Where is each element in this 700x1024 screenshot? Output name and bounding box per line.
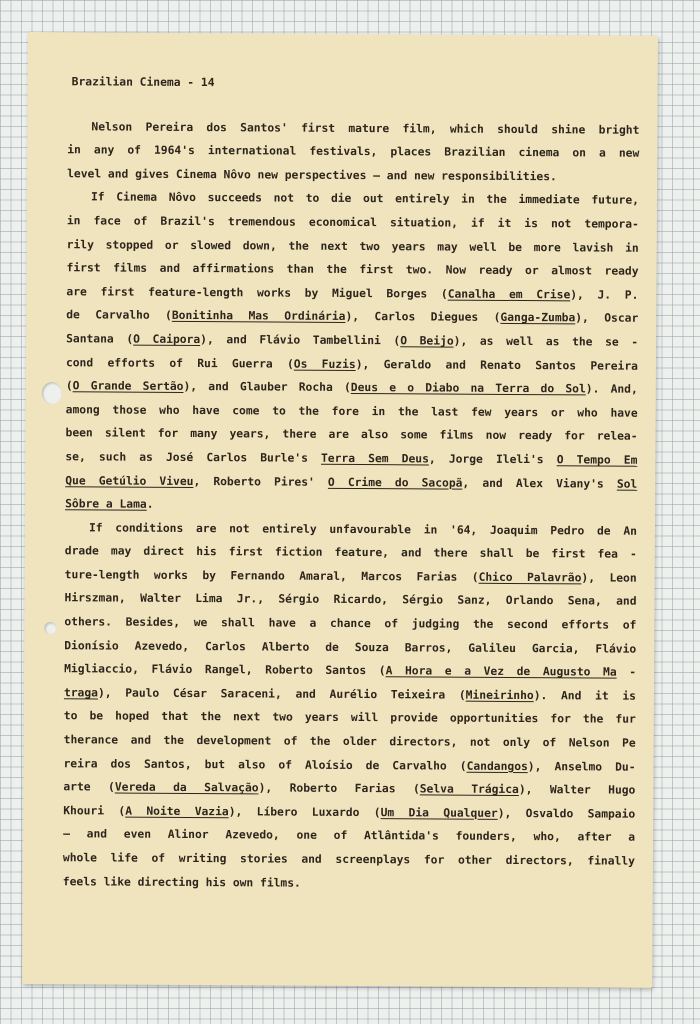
text-line [66, 327, 638, 354]
text-line [63, 870, 635, 897]
text-segment: ), as well as the se - [453, 334, 639, 349]
text-line [65, 445, 637, 472]
paragraph [65, 186, 639, 520]
text-line [66, 280, 638, 307]
text-line [64, 728, 636, 755]
page-text [63, 70, 640, 897]
text-segment: to be hoped that the next two years will provide opportunities for the fur [63, 709, 636, 727]
page-header: Brazilian Cinema - 14 [71, 75, 215, 90]
text-line [64, 634, 636, 661]
film-title: Sôbre a Lama [65, 497, 147, 511]
film-title: O Caipora [133, 332, 201, 346]
text-segment: ), Walter Hugo [518, 783, 636, 797]
text-line [66, 256, 638, 283]
film-title: traga [63, 686, 99, 700]
film-title: Selva Trágica [419, 782, 519, 797]
film-title: O Grande Sertão [72, 379, 184, 394]
text-segment: first films and affirmations than the first two. Now ready or almost ready [66, 261, 639, 278]
text-segment: ), J. P. [570, 288, 639, 302]
film-title: Chico Palavrão [478, 570, 582, 585]
text-segment: whole life of writing stories and screenplays for other directors, finally [62, 851, 635, 868]
text-line [66, 351, 638, 378]
text-segment: ), Carlos Diegues ( [345, 310, 501, 325]
text-segment: ), Roberto Farias ( [258, 781, 420, 796]
text-segment: in any of 1964's international festivals, places Brazilian cinema on a new [67, 143, 640, 160]
text-segment: ). And it is [533, 688, 636, 703]
text-line [66, 398, 638, 425]
text-segment: , Roberto Pires' [193, 474, 329, 489]
text-line [66, 374, 638, 401]
text-segment: been silent for many years, there are also some films now ready for relea- [65, 426, 638, 444]
film-title: Sol [616, 477, 638, 491]
text-segment: ), Líbero Luxardo ( [228, 805, 381, 819]
text-segment: ), and Flávio Tambellini ( [200, 332, 401, 348]
text-line [65, 469, 637, 496]
text-line [63, 846, 635, 873]
text-segment: ture-length works by Fernando Amaral, Marcos Farias ( [64, 568, 479, 584]
text-line [63, 823, 635, 850]
text-segment: Dionísio Azevedo, Carlos Alberto de Souza Barros, Galileu Garcia, Flávio [64, 638, 637, 656]
text-line [65, 422, 637, 449]
film-title: Que Getúlio Viveu [65, 473, 194, 488]
text-segment: If Cinema Nôvo succeeds not to die out entirely in the immediate future, [90, 190, 640, 208]
text-line [65, 563, 637, 590]
text-segment: ), Anselmo Du- [527, 759, 636, 774]
text-segment: others. Besides, we shall have a chance of judging the second efforts of [64, 615, 637, 632]
text-segment: ), and Glauber Rocha ( [183, 380, 351, 395]
film-title: Os Fuzis [293, 357, 356, 371]
film-title: Ganga-Zumba [500, 311, 576, 325]
film-title: O Tempo Em [556, 453, 638, 467]
text-segment: If conditions are not entirely unfavourable in '64, Joaquim Pedro de An [88, 521, 638, 538]
text-segment: — and even Alinor Azevedo, one of Atlântida's founders, who, after a [63, 827, 636, 845]
text-segment: - [616, 665, 637, 679]
text-segment: Migliaccio, Flávio Rangel, Roberto Santos ( [64, 662, 386, 678]
text-line [67, 209, 639, 236]
text-segment: ), Geraldo and Renato Santos Pereira [355, 357, 638, 373]
text-line [63, 775, 635, 802]
punch-hole [44, 622, 56, 634]
film-title: Candangos [466, 759, 528, 773]
text-segment: feels like directing his own films. [62, 874, 301, 890]
text-line [65, 492, 637, 519]
text-line [63, 752, 635, 779]
text-segment: among those who have come to the fore in the last few years or who have [65, 402, 638, 420]
film-title: A Noite Vazia [125, 804, 229, 819]
film-title: Terra Sem Deus [320, 451, 429, 466]
text-segment: drade may direct his first fiction feature, and there shall be first fea - [64, 544, 637, 562]
text-segment: . [146, 497, 154, 511]
text-line [67, 138, 639, 165]
film-title: Vereda da Salvação [114, 780, 259, 795]
text-line [65, 540, 637, 567]
text-line [64, 657, 636, 684]
text-segment: ). And, [585, 382, 638, 396]
punch-hole [42, 382, 62, 404]
paragraph [63, 516, 637, 897]
text-segment: Hirszman, Walter Lima Jr., Sérgio Ricardo, Sérgio Sanz, Orlando Sena, and [64, 591, 637, 609]
text-line [67, 186, 639, 213]
text-segment: arte ( [63, 780, 115, 794]
film-title: Bonitinha Mas Ordinária [171, 309, 346, 324]
text-line [67, 233, 639, 260]
text-line [63, 799, 635, 826]
film-title: Deus e o Diabo na Terra do Sol [350, 381, 586, 396]
text-line [64, 587, 636, 614]
text-segment: se, such as José Carlos Burle's [65, 450, 322, 465]
text-segment: ), Leon [581, 571, 637, 585]
text-segment: Santana ( [66, 332, 134, 346]
paragraph [67, 115, 639, 189]
text-line [66, 304, 638, 331]
film-title: O Beijo [400, 334, 454, 348]
film-title: Canalha em Crise [447, 287, 571, 302]
text-segment: reira dos Santos, but also of Aloísio de Carvalho ( [63, 756, 467, 773]
text-line [64, 705, 636, 732]
text-segment: , and Alex Viany's [462, 476, 617, 491]
text-segment: ( [65, 379, 73, 393]
text-segment: are first feature-length works by Miguel Borges ( [66, 284, 448, 301]
text-segment: ), Paulo César Saraceni, and Aurélio Teixeira ( [97, 686, 466, 702]
text-segment: in face of Brazil's tremendous economical situation, if it is not tempora- [66, 214, 639, 231]
text-segment: ), Oscar [575, 311, 639, 326]
text-segment: de Carvalho ( [66, 308, 172, 323]
film-title: Um Dia Qualquer [380, 805, 498, 820]
film-title: A Hora e a Vez de Augusto Ma [385, 664, 617, 679]
text-segment: Nelson Pereira dos Santos' first mature film, which should shine bright [91, 119, 640, 137]
typewritten-page [22, 32, 658, 988]
body-text [63, 115, 640, 897]
text-line [64, 610, 636, 637]
text-line [67, 162, 639, 189]
text-line [64, 681, 636, 708]
text-segment: therance and the development of the older directors, not only of Nelson Pe [63, 733, 636, 750]
film-title: Mineirinho [465, 688, 534, 702]
text-segment: ), Osvaldo Sampaio [497, 806, 636, 821]
text-line [65, 516, 637, 543]
film-title: O Crime do Sacopã [327, 475, 463, 490]
text-segment: , Jorge Ileli's [428, 452, 557, 467]
text-segment: Khouri ( [63, 804, 126, 818]
text-segment: level and gives Cinema Nôvo new perspectives — and new responsibilities. [67, 167, 557, 184]
text-line [67, 115, 639, 142]
text-segment: cond efforts of Rui Guerra ( [65, 355, 294, 371]
text-segment: rily stopped or slowed down, the next two years may well be more lavish in [66, 237, 639, 255]
